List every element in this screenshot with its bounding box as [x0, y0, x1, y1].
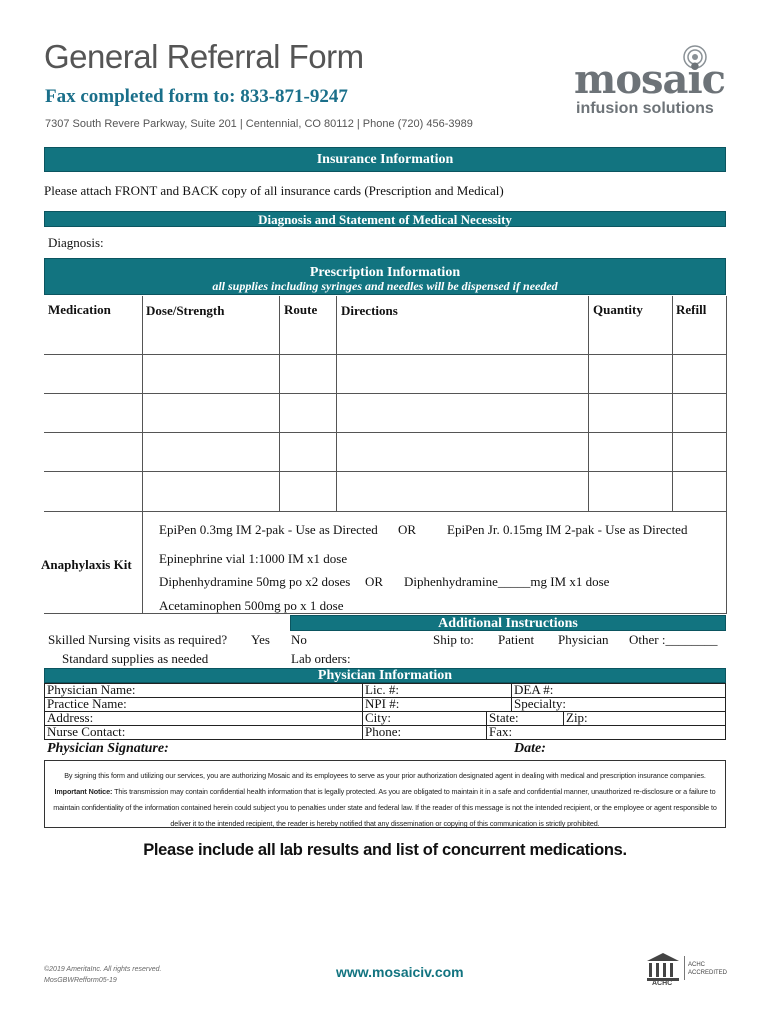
- ship-physician-option[interactable]: Physician: [558, 632, 609, 647]
- epipen-option[interactable]: EpiPen 0.3mg IM 2-pak - Use as Directed: [159, 522, 378, 537]
- achc-badge-text: ACHC: [652, 980, 673, 987]
- confidentiality-text-2: maintain confidentiality of the information contained herein could subject you to penalties under state and federal law. If the reader of this message is not the intended recipient, or the employee or agent responsible to: [53, 803, 717, 812]
- col-directions: Directions: [341, 303, 398, 318]
- skilled-nursing-question: Skilled Nursing visits as required?: [48, 632, 228, 647]
- address-line: 7307 South Revere Parkway, Suite 201 | Centennial, CO 80112 | Phone (720) 456-3989: [45, 118, 473, 130]
- physician-heading: Physician Information: [44, 668, 726, 683]
- or-text: OR: [398, 522, 417, 537]
- diagnosis-heading: Diagnosis and Statement of Medical Necessity: [44, 211, 726, 227]
- nurse-contact-field[interactable]: Nurse Contact:: [47, 724, 126, 739]
- col-medication: Medication: [48, 302, 111, 317]
- diphenhydramine-po-option[interactable]: Diphenhydramine 50mg po x2 doses: [159, 574, 351, 589]
- zip-field[interactable]: Zip:: [566, 710, 588, 725]
- diagnosis-label[interactable]: Diagnosis:: [48, 235, 104, 250]
- lab-results-note: Please include all lab results and list of concurrent medications.: [143, 841, 627, 859]
- date-field[interactable]: Date:: [514, 741, 546, 756]
- or-text: OR: [365, 574, 384, 589]
- col-route: Route: [284, 302, 318, 317]
- page-title: General Referral Form: [44, 38, 364, 75]
- mosaic-logo: [572, 42, 732, 122]
- website-link[interactable]: www.mosaiciv.com: [336, 964, 464, 980]
- col-quantity: Quantity: [593, 302, 643, 317]
- yes-option[interactable]: Yes: [251, 632, 270, 647]
- col-dose-strength: Dose/Strength: [146, 303, 225, 318]
- state-field[interactable]: State:: [489, 710, 519, 725]
- important-notice-label: Important Notice:: [54, 787, 113, 796]
- specialty-field[interactable]: Specialty:: [514, 696, 566, 711]
- col-refill: Refill: [676, 302, 707, 317]
- logo-main-text: mosaic: [574, 56, 725, 103]
- copyright-text: ©2019 AmeritaInc. All rights reserved.: [44, 966, 162, 973]
- address-field[interactable]: Address:: [47, 710, 94, 725]
- physician-name-field[interactable]: Physician Name:: [47, 682, 136, 697]
- confidentiality-text-1: This transmission may contain confidential health information that is legally protected. As you are obligated to maintain it in a safe and confidential manner, unauthorized re-disclosure or a failure to: [114, 787, 716, 796]
- authorization-notice: By signing this form and utilizing our services, you are authorizing Mosaic and its employees to serve as your prior authorization designated agent in dealing with medical and prescription insurance companies.: [64, 771, 706, 780]
- diphenhydramine-im-option[interactable]: Diphenhydramine_____mg IM x1 dose: [404, 574, 610, 589]
- accredited-label: ACCREDITED: [688, 970, 728, 976]
- fax-line: Fax completed form to: 833-871-9247: [45, 86, 348, 107]
- anaphylaxis-label: Anaphylaxis Kit: [41, 557, 132, 572]
- additional-heading: Additional Instructions: [290, 615, 726, 631]
- epipen-jr-option[interactable]: EpiPen Jr. 0.15mg IM 2-pak - Use as Directed: [447, 522, 688, 537]
- prescription-subheading: all supplies including syringes and needles will be dispensed if needed: [212, 279, 558, 293]
- achc-label: ACHC: [688, 962, 706, 968]
- acetaminophen-option[interactable]: Acetaminophen 500mg po x 1 dose: [159, 598, 344, 613]
- no-option[interactable]: No: [291, 632, 307, 647]
- standard-supplies-option[interactable]: Standard supplies as needed: [62, 651, 209, 666]
- ship-patient-option[interactable]: Patient: [498, 632, 535, 647]
- notice-box: [44, 760, 726, 828]
- dea-field[interactable]: DEA #:: [514, 682, 554, 697]
- npi-field[interactable]: NPI #:: [365, 696, 400, 711]
- building-columns-icon: [646, 952, 680, 982]
- logo-sub-text: infusion solutions: [576, 100, 714, 117]
- fax-field[interactable]: Fax:: [489, 724, 513, 739]
- lab-orders-label[interactable]: Lab orders:: [291, 651, 351, 666]
- physician-signature-field[interactable]: Physician Signature:: [47, 741, 169, 756]
- prescription-heading-bar: [44, 258, 726, 295]
- confidentiality-notice: [45, 784, 725, 800]
- epinephrine-vial-option[interactable]: Epinephrine vial 1:1000 IM x1 dose: [159, 551, 348, 566]
- achc-logo: [646, 952, 731, 992]
- confidentiality-text-3: deliver it to the intended recipient, the reader is hereby notified that any dissemination or copying of this communication is strictly prohibited.: [170, 819, 600, 828]
- practice-name-field[interactable]: Practice Name:: [47, 696, 127, 711]
- form-id-text: MosGBWRefform05-19: [44, 977, 117, 984]
- ship-other-option[interactable]: Other :________: [629, 632, 718, 647]
- insurance-heading: Insurance Information: [44, 147, 726, 172]
- city-field[interactable]: City:: [365, 710, 392, 725]
- insurance-instruction: Please attach FRONT and BACK copy of all insurance cards (Prescription and Medical): [44, 183, 504, 198]
- prescription-heading: Prescription Information: [309, 265, 461, 280]
- phone-field[interactable]: Phone:: [365, 724, 402, 739]
- lic-field[interactable]: Lic. #:: [365, 682, 399, 697]
- ship-to-label: Ship to:: [433, 632, 474, 647]
